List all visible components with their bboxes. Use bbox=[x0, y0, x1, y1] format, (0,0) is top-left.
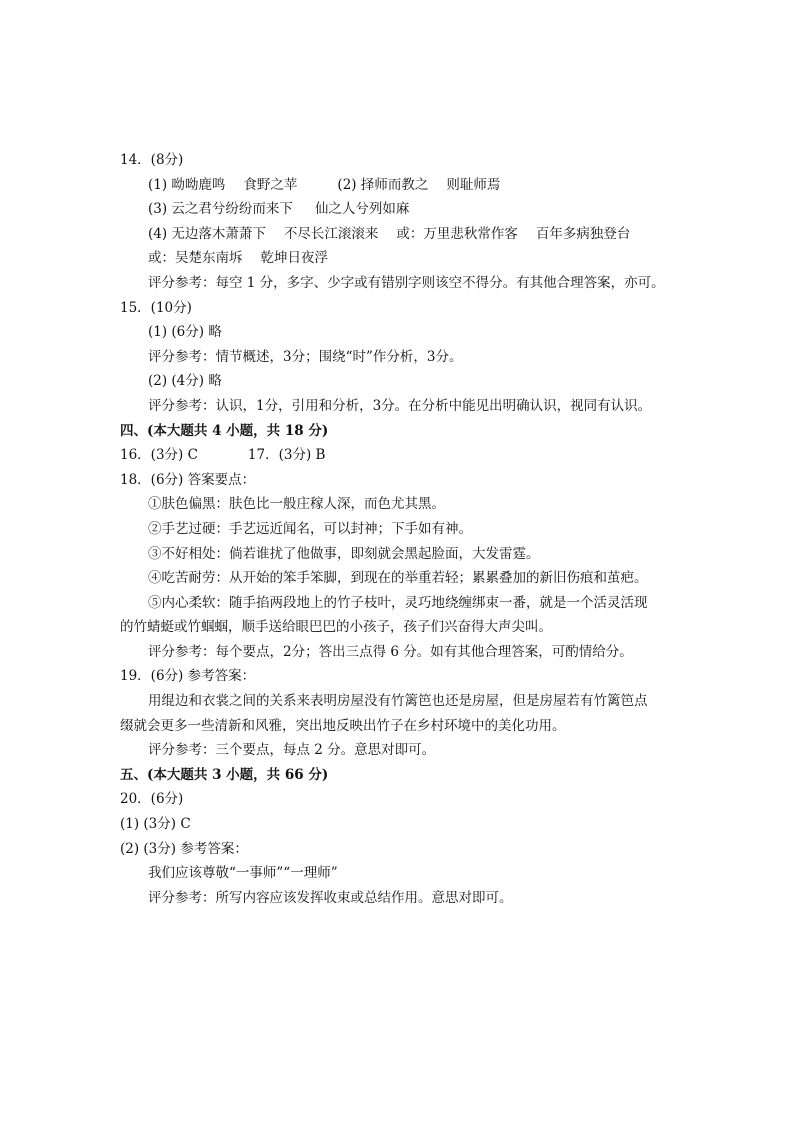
q20-part-1: (1) (3分) C bbox=[120, 816, 191, 833]
q18-point-4: ④吃苦耐劳：从开始的笨手笨脚，到现在的举重若轻；累累叠加的新旧伤痕和茧疤。 bbox=[148, 570, 648, 587]
q15-part-2: (2) (4分) 略 bbox=[148, 373, 222, 390]
q15-scoring-2: 评分参考：认识，1分，引用和分析，3分。在分析中能见出明确认识，视同有认识。 bbox=[148, 397, 652, 414]
q20-scoring: 评分参考：所写内容应该发挥收束或总结作用。意思对即可。 bbox=[148, 889, 513, 906]
q15-part-1: (1) (6分) 略 bbox=[148, 324, 222, 341]
q19-answer-2: 缀就会更多一些清新和风雅，突出地反映出竹子在乡村环境中的美化功用。 bbox=[120, 717, 566, 734]
q16-answer: 16．(3分) C bbox=[120, 447, 198, 464]
q19-answer-1: 用绲边和衣裳之间的关系来表明房屋没有竹篱笆也还是房屋，但是房屋若有竹篱笆点 bbox=[148, 693, 648, 710]
q14-answer: 食野之苹 bbox=[243, 176, 298, 193]
q18-point-5: ⑤内心柔软：随手掐两段地上的竹子枝叶，灵巧地绕缠绑束一番，就是一个活灵活现 bbox=[148, 594, 648, 611]
q17-answer: 17．(3分) B bbox=[247, 447, 326, 464]
q14-answer: 仙之人兮列如麻 bbox=[314, 201, 410, 218]
q18-heading: 18．(6分) 答案要点： bbox=[120, 471, 256, 488]
q20-heading: 20．(6分) bbox=[120, 791, 184, 808]
q14-answer: 不尽长江滚滚来 bbox=[283, 225, 379, 242]
q14-line-2 bbox=[120, 197, 690, 222]
q18-point-5-cont: 的竹蜻蜓或竹蝈蝈，顺手送给眼巴巴的小孩子，孩子们兴奋得大声尖叫。 bbox=[120, 619, 552, 636]
q14-answer: (4) 无边落木萧萧下 bbox=[148, 225, 266, 242]
q14-line-4 bbox=[120, 246, 690, 271]
section-4-heading: 四、(本大题共 4 小题，共 18 分) bbox=[120, 422, 329, 439]
q14-answer: 或：吴楚东南坼 bbox=[148, 250, 243, 267]
q18-point-3: ③不好相处：倘若谁扰了他做事，即刻就会黑起脸面，大发雷霆。 bbox=[148, 545, 540, 562]
q14-answer: 或：万里悲秋常作客 bbox=[396, 225, 518, 242]
q14-answer: 百年多病独登台 bbox=[535, 225, 631, 242]
q19-heading: 19．(6分) 参考答案： bbox=[120, 668, 256, 685]
q18-scoring: 评分参考：每个要点，2分；答出三点得 6 分。如有其他合理答案，可酌情给分。 bbox=[148, 643, 633, 660]
q14-answer: (2) 择师而教之 bbox=[337, 176, 429, 193]
q14-answer: 则耻师焉 bbox=[446, 176, 501, 193]
q20-answer: 我们应该尊敬“一事师”“一理师” bbox=[148, 865, 338, 882]
q14-line-3 bbox=[120, 222, 690, 247]
q18-point-1: ①肤色偏黑：肤色比一般庄稼人深，而色尤其黑。 bbox=[148, 496, 445, 513]
answer-key-page bbox=[120, 148, 690, 910]
q14-scoring: 评分参考：每空 1 分，多字、少字或有错别字则该空不得分。有其他合理答案，亦可。 bbox=[148, 274, 665, 291]
q19-scoring: 评分参考：三个要点，每点 2 分。意思对即可。 bbox=[148, 742, 436, 759]
section-5-heading: 五、(本大题共 3 小题，共 66 分) bbox=[120, 766, 329, 783]
q14-answer: (3) 云之君兮纷纷而来下 bbox=[148, 201, 293, 218]
q20-part-2: (2) (3分) 参考答案： bbox=[120, 840, 248, 857]
q14-answer: (1) 呦呦鹿鸣 bbox=[148, 176, 226, 193]
q15-scoring-1: 评分参考：情节概述，3分；围绕“时”作分析，3分。 bbox=[148, 348, 463, 365]
q15-heading: 15．(10分) bbox=[120, 299, 192, 316]
q14-heading: 14．(8分) bbox=[120, 152, 184, 168]
q16-q17-line bbox=[120, 443, 690, 468]
q14-answer: 乾坤日夜浮 bbox=[260, 250, 328, 267]
q18-point-2: ②手艺过硬：手艺远近闻名，可以封神；下手如有神。 bbox=[148, 520, 472, 537]
q14-line-1 bbox=[120, 173, 690, 198]
